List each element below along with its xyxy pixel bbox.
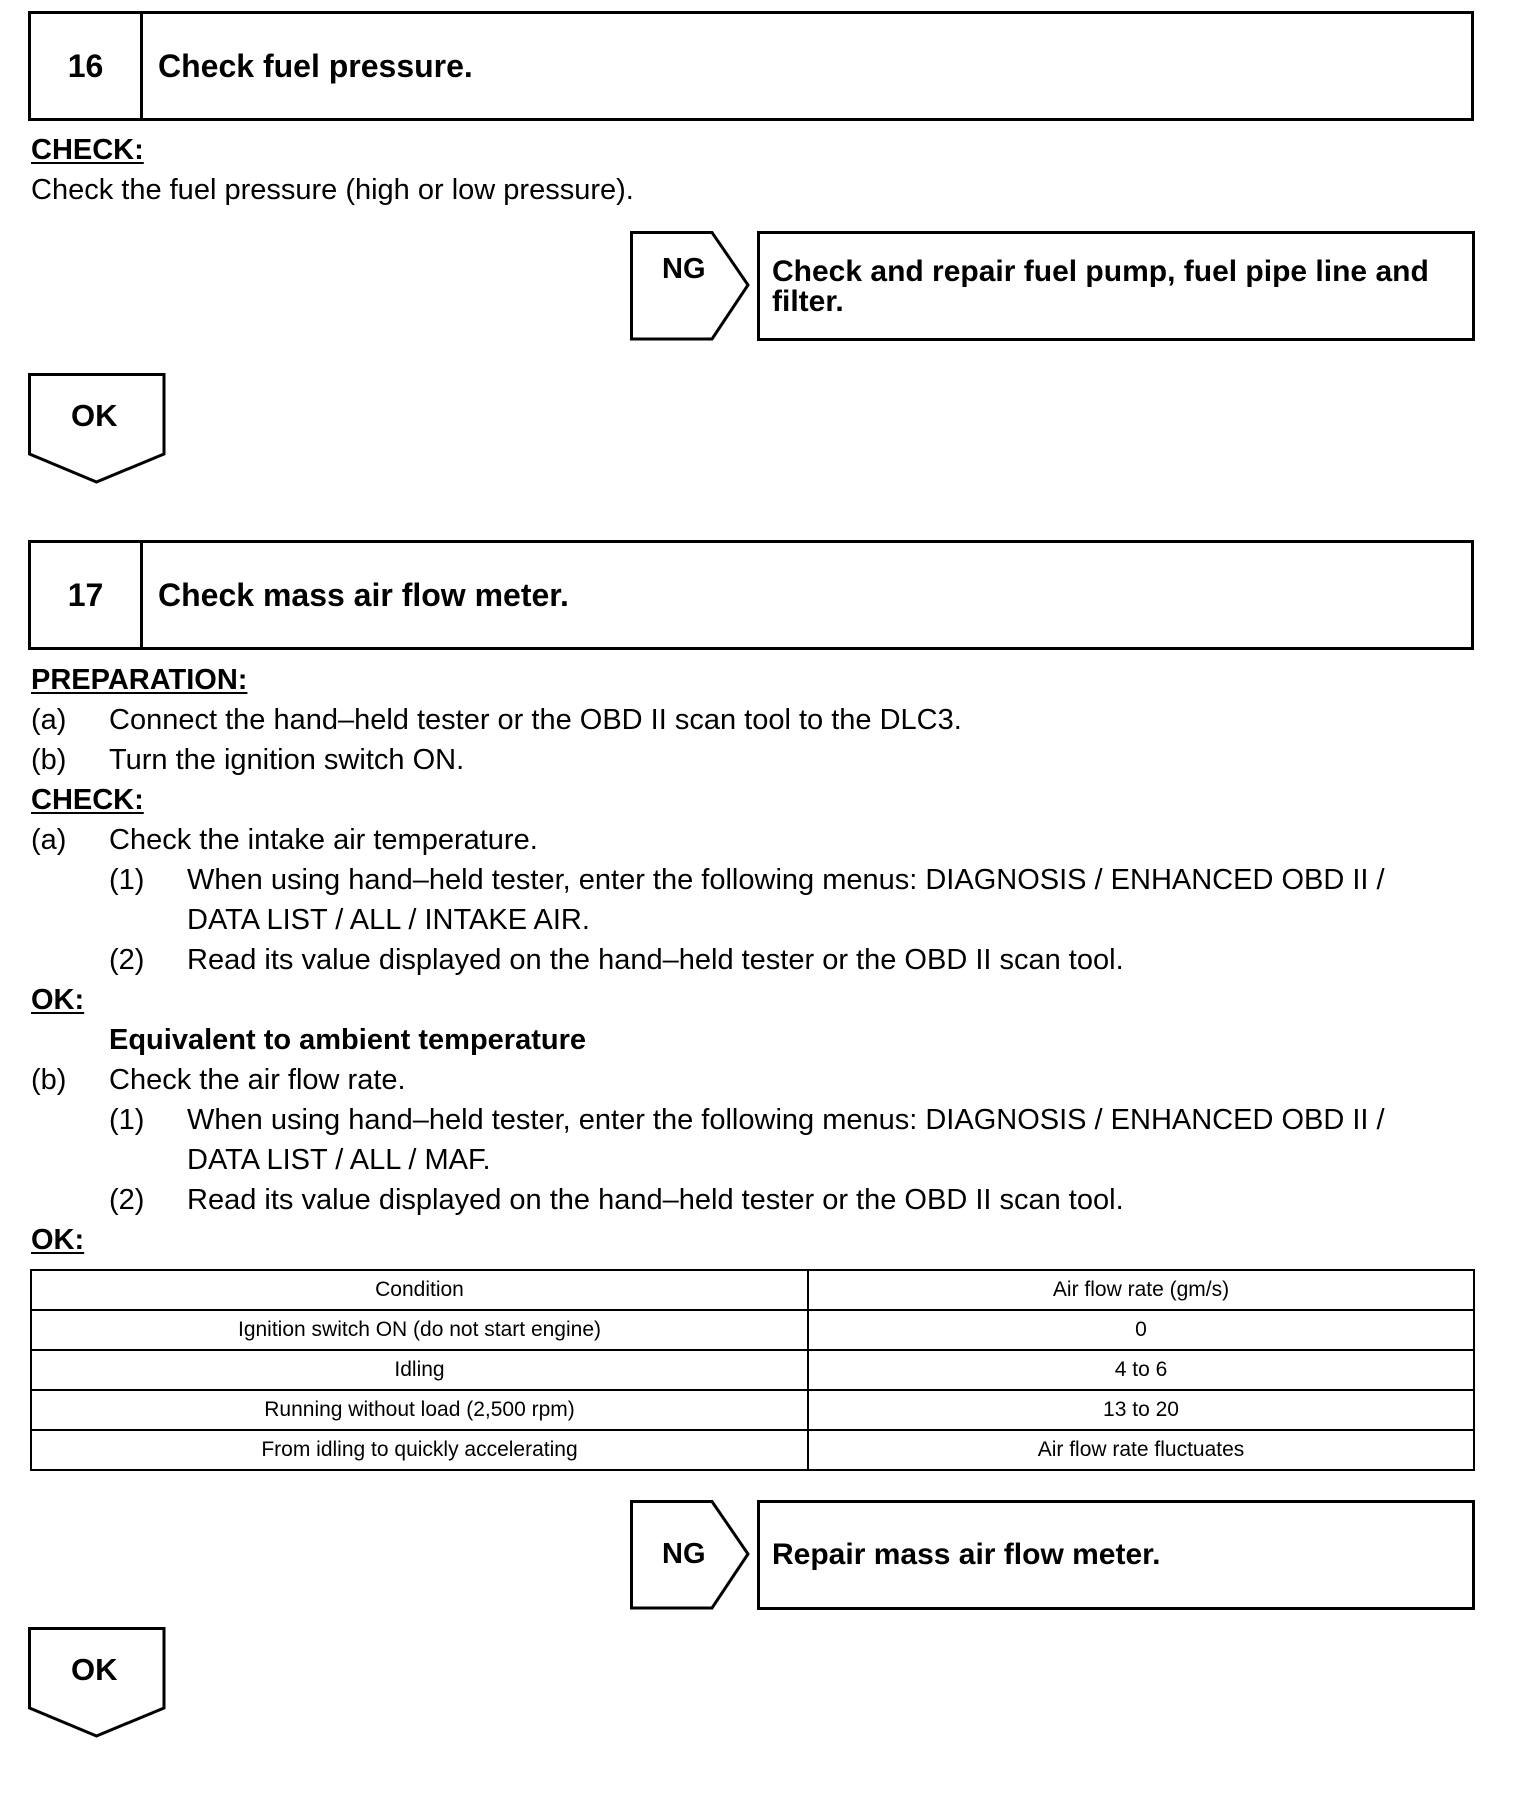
check-heading: CHECK: [31, 784, 144, 816]
step-title: Check mass air flow meter. [158, 576, 569, 613]
table-cell: 13 to 20 [808, 1390, 1474, 1430]
check-item-text: Check the air flow rate. [109, 1064, 406, 1096]
step-16-header [28, 11, 1474, 121]
ok-label: OK [71, 1652, 118, 1687]
step-title: Check fuel pressure. [158, 47, 473, 84]
sub-item-text: When using hand–held tester, enter the following menus: DIAGNOSIS / ENHANCED OBD II / [187, 1104, 1385, 1136]
ng-action-line2: filter. [772, 285, 844, 318]
sub-item-text: When using hand–held tester, enter the following menus: DIAGNOSIS / ENHANCED OBD II / [187, 864, 1385, 896]
table-row [31, 1430, 1474, 1470]
ng-action-text: Repair mass air flow meter. [772, 1538, 1161, 1571]
table-header-cell: Condition [31, 1270, 808, 1310]
sub-item-text: Read its value displayed on the hand–held tester or the OBD II scan tool. [187, 1184, 1124, 1216]
step-17-header [28, 540, 1474, 650]
ok-heading: OK: [31, 1224, 85, 1256]
ok-label: OK [71, 398, 118, 433]
check-item-marker: (b) [31, 1064, 67, 1096]
ng-action-box [757, 231, 1475, 341]
sub-item-marker: (2) [109, 1184, 145, 1216]
table-row [31, 1390, 1474, 1430]
ng-arrow-shape [630, 231, 750, 341]
table-cell: Air flow rate fluctuates [808, 1430, 1474, 1470]
check-item-text: Check the intake air temperature. [109, 824, 538, 856]
table-row [31, 1310, 1474, 1350]
ng-label: NG [662, 253, 706, 285]
table-header-cell: Air flow rate (gm/s) [808, 1270, 1474, 1310]
step-number: 16 [31, 14, 143, 118]
air-flow-spec-table [30, 1269, 1475, 1471]
prep-item-text: Turn the ignition switch ON. [109, 744, 465, 776]
table-cell: 4 to 6 [808, 1350, 1474, 1390]
ng-label: NG [662, 1538, 706, 1570]
table-cell: Ignition switch ON (do not start engine) [31, 1310, 808, 1350]
check-text: Check the fuel pressure (high or low pressure). [31, 174, 634, 206]
table-cell: Idling [31, 1350, 808, 1390]
step-number: 17 [31, 543, 143, 647]
table-header-row [31, 1270, 1474, 1310]
ng-action-box [757, 1500, 1475, 1610]
table-row [31, 1350, 1474, 1390]
prep-item-text: Connect the hand–held tester or the OBD II scan tool to the DLC3. [109, 704, 962, 736]
ok-value: Equivalent to ambient temperature [109, 1024, 586, 1056]
sub-item-text: DATA LIST / ALL / MAF. [187, 1144, 491, 1176]
prep-item-marker: (b) [31, 744, 67, 776]
ng-action-line1: Check and repair fuel pump, fuel pipe line and [772, 255, 1429, 288]
sub-item-text: Read its value displayed on the hand–held tester or the OBD II scan tool. [187, 944, 1124, 976]
sub-item-marker: (1) [109, 864, 145, 896]
table-cell: 0 [808, 1310, 1474, 1350]
ok-heading: OK: [31, 984, 85, 1016]
sub-item-marker: (1) [109, 1104, 145, 1136]
table-cell: From idling to quickly accelerating [31, 1430, 808, 1470]
preparation-heading: PREPARATION: [31, 664, 248, 696]
prep-item-marker: (a) [31, 704, 67, 736]
table-cell: Running without load (2,500 rpm) [31, 1390, 808, 1430]
check-item-marker: (a) [31, 824, 67, 856]
check-heading: CHECK: [31, 134, 144, 166]
sub-item-text: DATA LIST / ALL / INTAKE AIR. [187, 904, 590, 936]
sub-item-marker: (2) [109, 944, 145, 976]
